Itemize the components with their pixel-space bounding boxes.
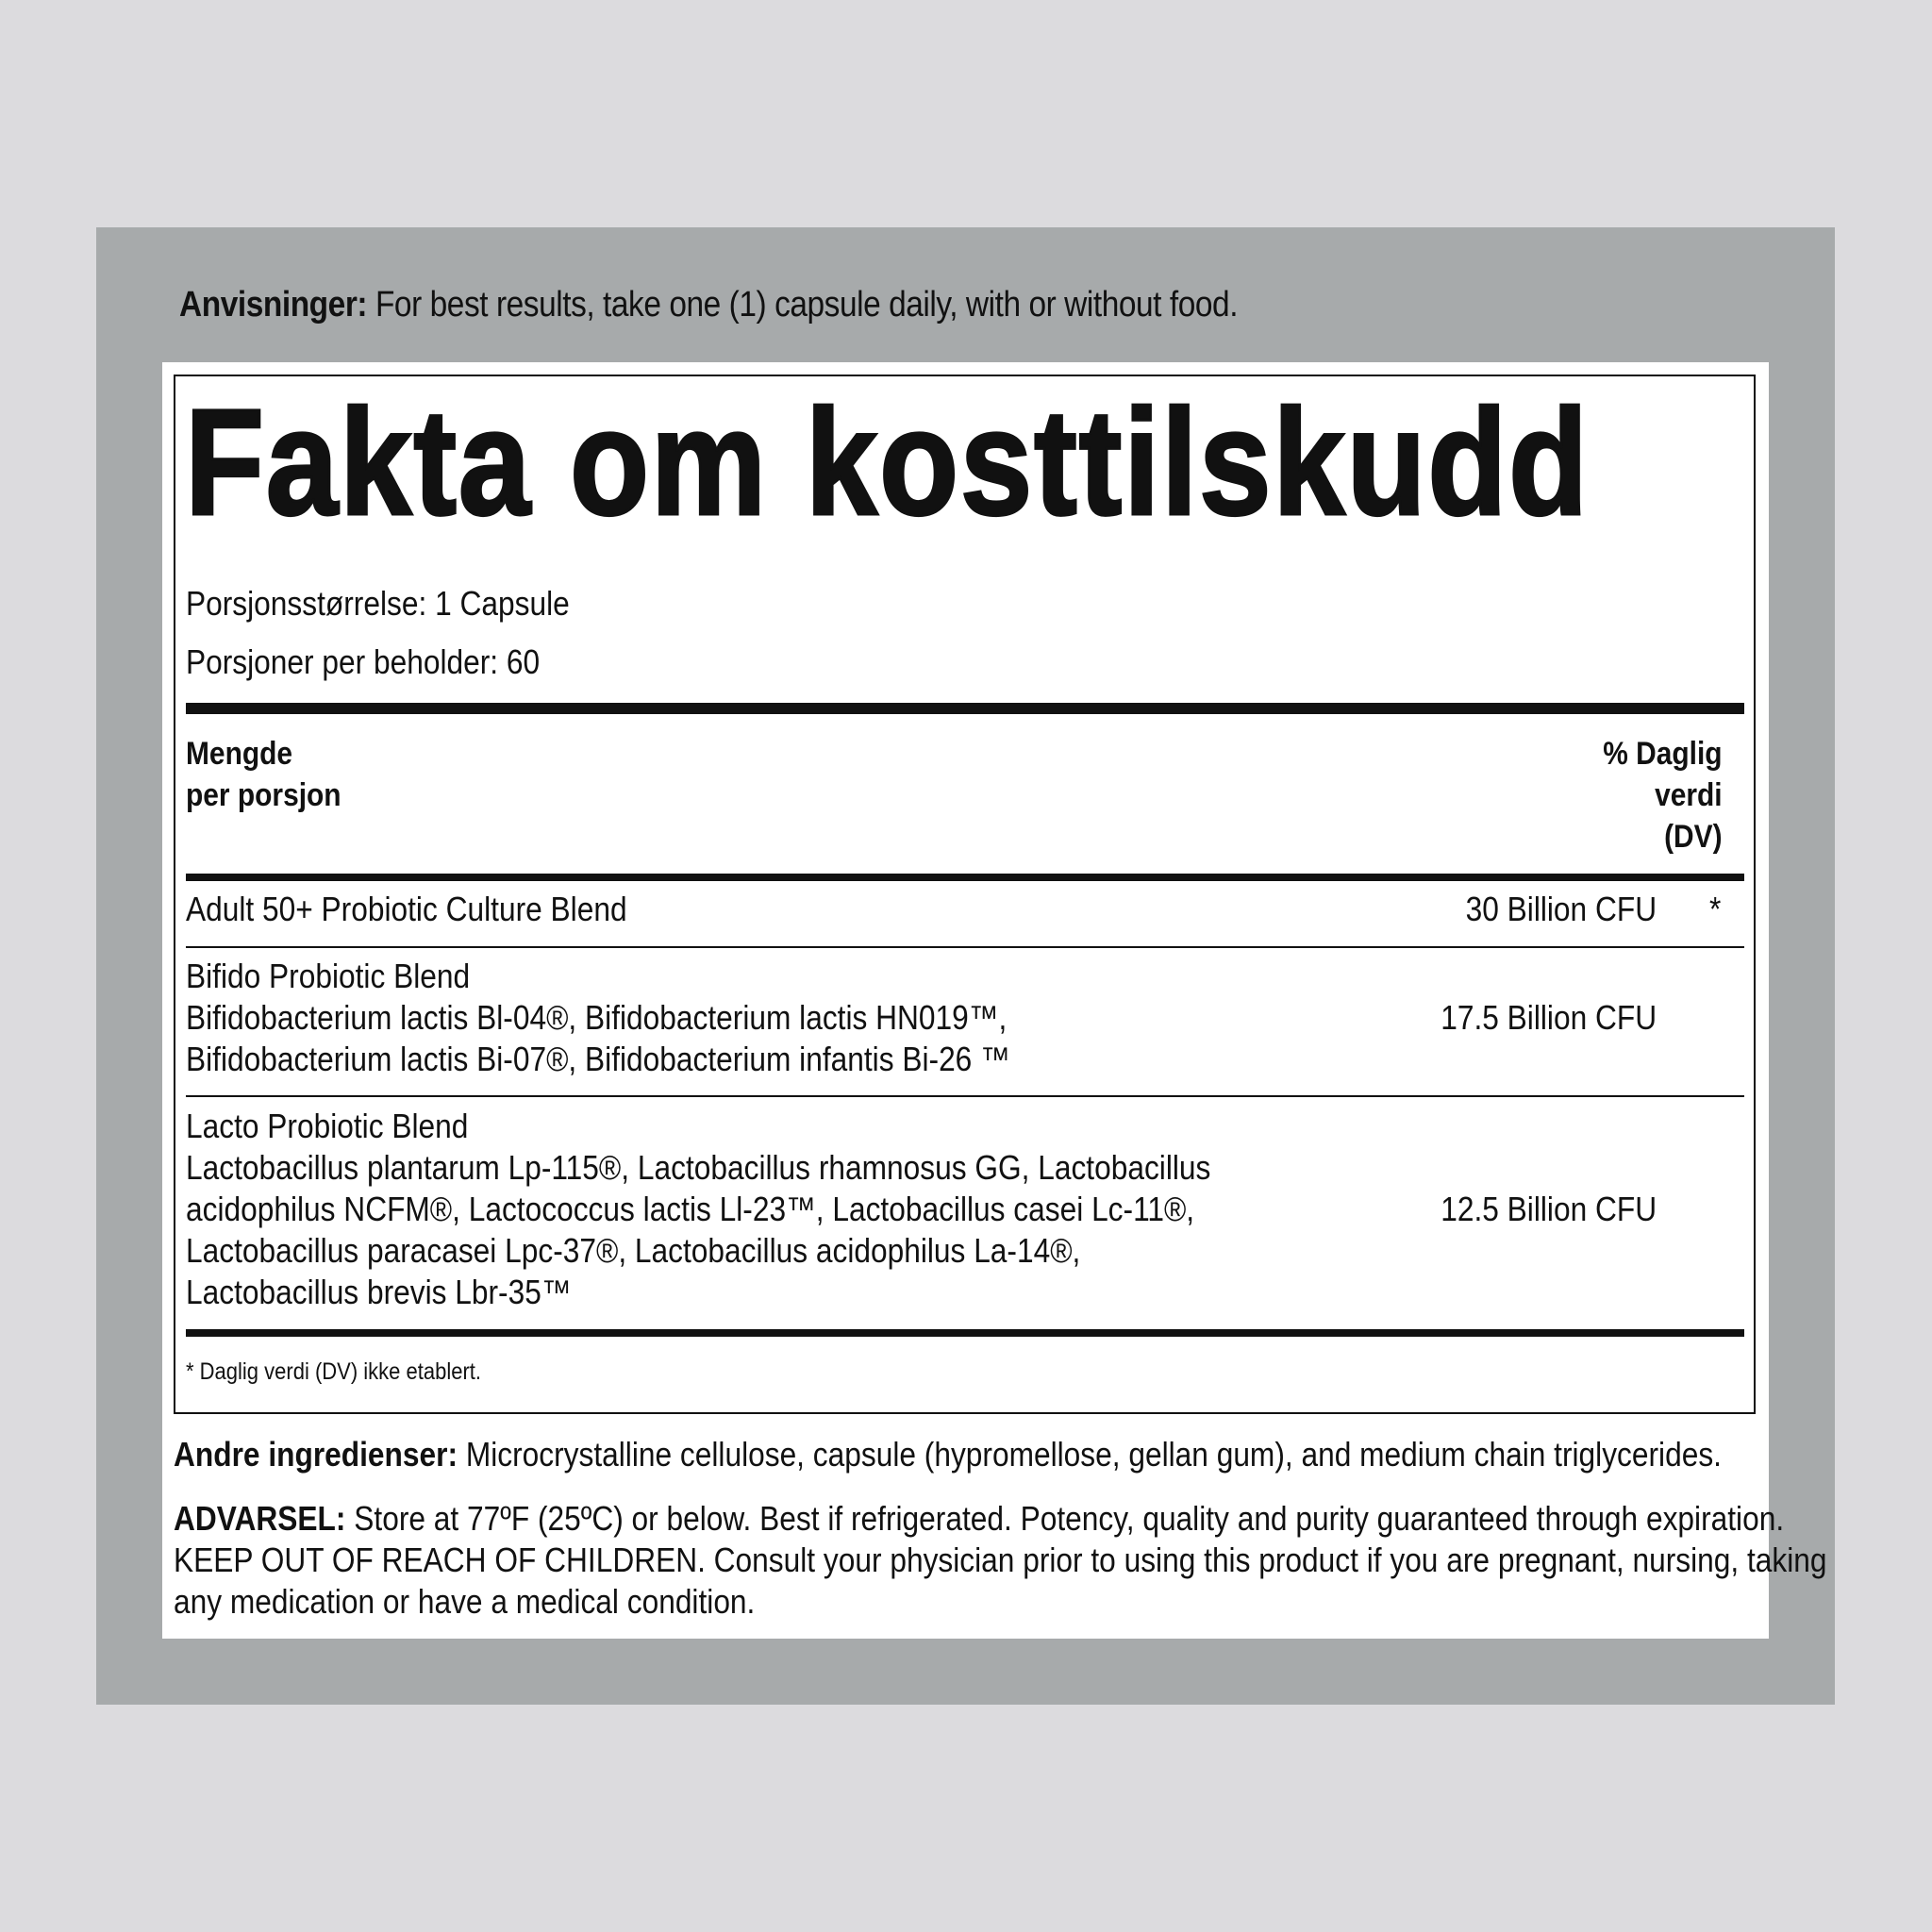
row-bifido-amount: 17.5 Billion CFU — [1441, 998, 1657, 1037]
row-bifido-line: Bifido Probiotic Blend — [186, 957, 471, 995]
row-bifido-line: Bifidobacterium lactis Bl-04®, Bifidobacterium lactis HN019™, — [186, 998, 1008, 1037]
header-per-serving-line: per porsjon — [186, 777, 341, 813]
divider-medium — [186, 874, 1744, 881]
other-ingredients-text: Microcrystalline cellulose, capsule (hypromellose, gellan gum), and medium chain triglycerides. — [458, 1435, 1722, 1474]
header-dv-line-2: verdi — [1655, 777, 1723, 813]
divider-medium-bottom — [186, 1329, 1744, 1337]
footnote: * Daglig verdi (DV) ikke etablert. — [186, 1358, 482, 1385]
header-amount-line: Mengde — [186, 736, 293, 772]
row-bifido-blend — [186, 956, 1010, 1080]
header-amount-per-serving — [186, 733, 341, 816]
row-lacto-line: Lactobacillus brevis Lbr-35™ — [186, 1273, 572, 1311]
row-adult-blend-dv: * — [1709, 890, 1722, 928]
row-lacto-line: Lactobacillus plantarum Lp-115®, Lactobacillus rhamnosus GG, Lactobacillus — [186, 1148, 1211, 1187]
divider-thick — [186, 703, 1744, 714]
directions-label: Anvisninger: — [179, 285, 368, 325]
other-ingredients-label: Andre ingredienser: — [174, 1435, 458, 1474]
header-dv-line-3: (DV) — [1664, 819, 1723, 855]
row-lacto-amount: 12.5 Billion CFU — [1441, 1190, 1657, 1228]
warning-line: KEEP OUT OF REACH OF CHILDREN. Consult your physician prior to using this product if you are pregnant, nursing, taking — [174, 1541, 1827, 1579]
facts-title: Fakta om kosttilskudd — [185, 377, 1590, 546]
row-lacto-line: Lacto Probiotic Blend — [186, 1107, 469, 1145]
header-daily-value — [1604, 733, 1723, 858]
row-lacto-line: Lactobacillus paracasei Lpc-37®, Lactobacillus acidophilus La-14®, — [186, 1231, 1081, 1270]
warning-label: ADVARSEL: — [174, 1499, 346, 1538]
row-lacto-line: acidophilus NCFM®, Lactococcus lactis Ll-23™, Lactobacillus casei Lc-11®, — [186, 1190, 1195, 1228]
header-dv-line-1: % Daglig — [1603, 736, 1723, 772]
servings-per-container: Porsjoner per beholder: 60 — [186, 642, 541, 681]
warning-line — [174, 1498, 1827, 1540]
row-adult-blend-amount: 30 Billion CFU — [1465, 890, 1657, 928]
serving-size: Porsjonsstørrelse: 1 Capsule — [186, 584, 570, 623]
directions-text: For best results, take one (1) capsule daily, with or without food. — [367, 285, 1239, 325]
row-divider — [186, 1095, 1744, 1097]
warning-line: any medication or have a medical condition. — [174, 1582, 756, 1621]
row-lacto-blend — [186, 1106, 1210, 1313]
directions — [179, 285, 1238, 325]
row-divider — [186, 946, 1744, 948]
warning-text: Store at 77ºF (25ºC) or below. Best if refrigerated. Potency, quality and purity guaranteed through expiration. — [345, 1499, 1785, 1538]
row-bifido-line: Bifidobacterium lactis Bi-07®, Bifidobacterium infantis Bi-26 ™ — [186, 1040, 1010, 1078]
warning — [174, 1498, 1827, 1623]
other-ingredients — [174, 1434, 1722, 1475]
row-adult-blend-name: Adult 50+ Probiotic Culture Blend — [186, 890, 627, 928]
